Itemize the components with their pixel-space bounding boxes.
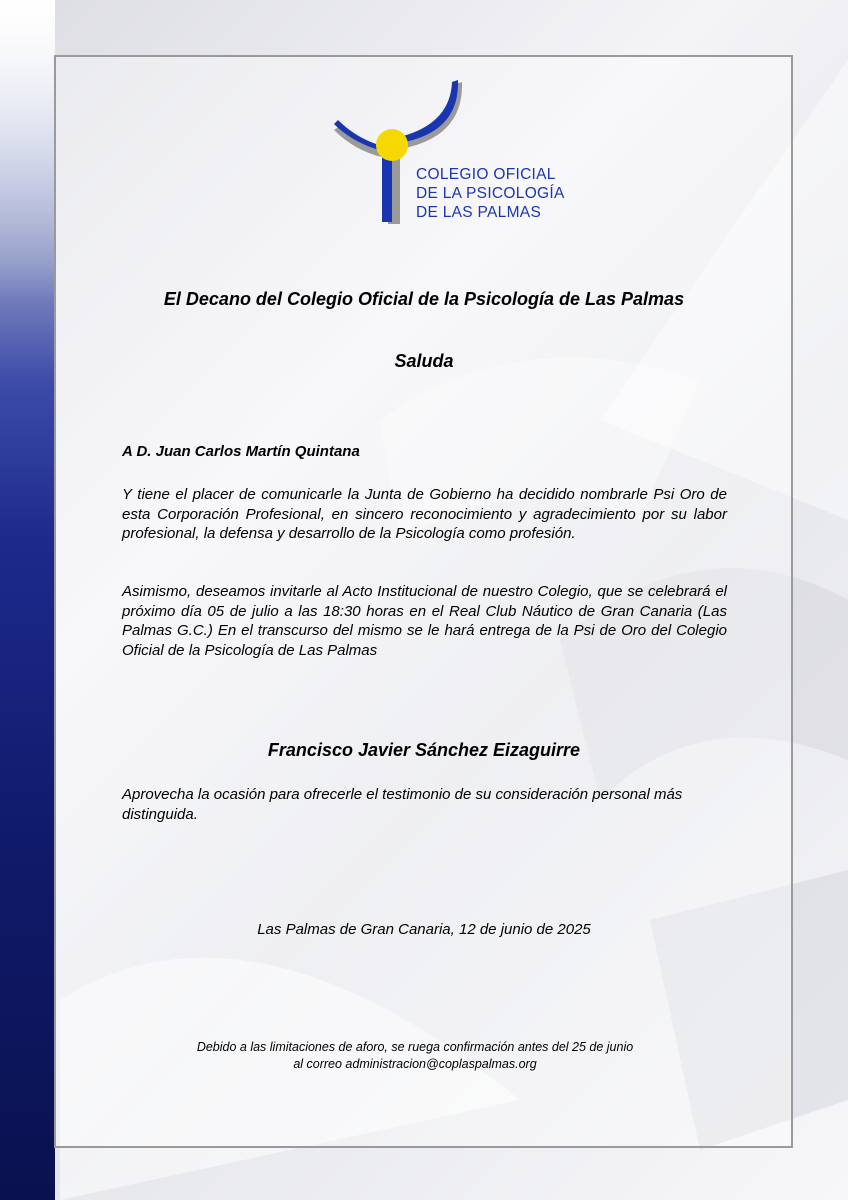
logo-text-line1: COLEGIO OFICIAL [416, 166, 556, 183]
paragraph-nomination: Y tiene el placer de comunicarle la Junta de Gobierno ha decidido nombrarle Psi Oro de esta Corporación Profesional, en sincero reconocimiento y agradecimiento por su labor profesional, la defensa y desarrollo de la Psicología como profesión. [122, 486, 727, 542]
closing-text: Aprovecha la ocasión para ofrecerle el testimonio de su consideración personal más distinguida. [122, 786, 683, 823]
footnote-line2: al correo administracion@coplaspalmas.org [293, 1057, 537, 1071]
saluda-heading: Saluda [394, 351, 454, 371]
footnote-line1: Debido a las limitaciones de aforo, se ruega confirmación antes del 25 de junio [196, 1040, 634, 1054]
left-strip-fade [0, 0, 55, 300]
place-and-date: Las Palmas de Gran Canaria, 12 de junio de 2025 [257, 921, 591, 938]
addressee: A D. Juan Carlos Martín Quintana [122, 443, 360, 460]
signer-name: Francisco Javier Sánchez Eizaguirre [267, 740, 581, 760]
logo-text-line3: DE LAS PALMAS [416, 204, 542, 221]
document-heading: El Decano del Colegio Oficial de la Psicología de Las Palmas [163, 289, 685, 309]
logo-text-line2: DE LA PSICOLOGÍA [416, 185, 565, 202]
paragraph-invitation: Asimismo, deseamos invitarle al Acto Institucional de nuestro Colegio, que se celebrará el próximo día 05 de julio a las 18:30 horas en el Real Club Náutico de Gran Canaria (Las Palmas G.C.) En el transcurso del mismo se le hará entrega de la Psi de Oro del Colegio Oficial de la Psicología de Las Palmas [122, 583, 727, 659]
